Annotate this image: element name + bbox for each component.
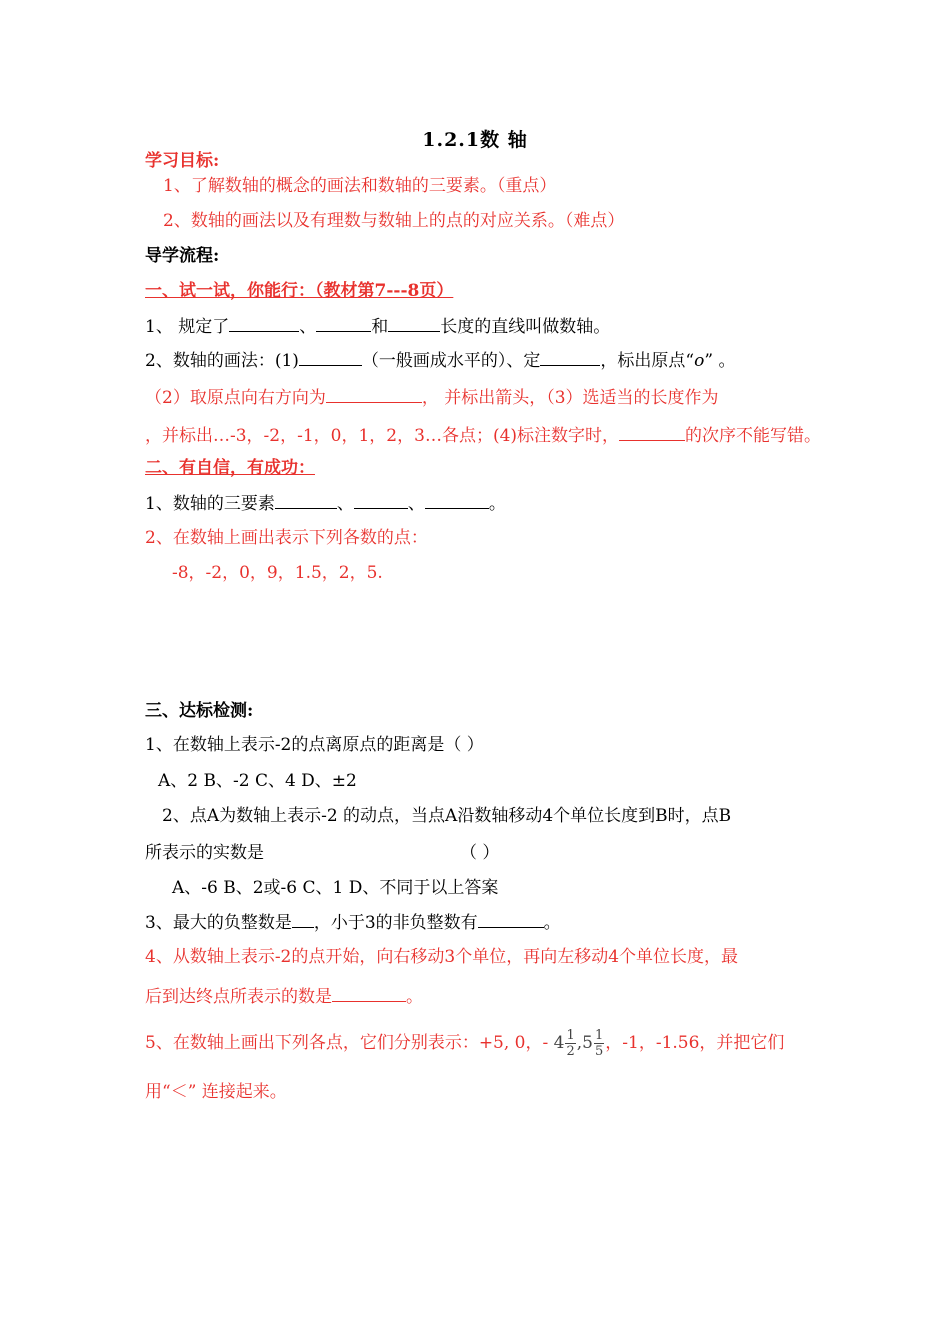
s1q1-mid: 和 bbox=[371, 317, 389, 337]
fraction-numerator: 1 bbox=[566, 1028, 575, 1043]
answer-blank[interactable] bbox=[326, 386, 422, 403]
answer-blank[interactable] bbox=[292, 911, 314, 928]
section3-q1-options: A、2 B、-2 C、4 D、±2 bbox=[158, 771, 357, 791]
s3q3-mid: ，小于3的非负整数有 bbox=[313, 913, 478, 933]
section2-numbers: -8，-2，0，9，1.5，2，5. bbox=[172, 563, 383, 583]
s1q2-prefix: 2、数轴的画法：(1) bbox=[145, 351, 299, 371]
flow-heading: 导学流程: bbox=[145, 246, 220, 266]
s3q3-suffix: 。 bbox=[543, 913, 561, 933]
section3-question-2b bbox=[145, 842, 500, 864]
mixed-number-whole: 5 bbox=[582, 1033, 593, 1053]
s2q1-sep1: 、 bbox=[336, 494, 354, 514]
objective-1: 1、了解数轴的概念的画法和数轴的三要素。（重点） bbox=[163, 176, 557, 196]
answer-blank[interactable] bbox=[540, 349, 600, 366]
answer-blank[interactable] bbox=[299, 349, 362, 366]
fraction bbox=[565, 1028, 575, 1059]
s1q2c-suffix: 的次序不能写错。 bbox=[685, 426, 822, 446]
s3q2b-text: 所表示的实数是 bbox=[145, 843, 264, 863]
s1q2c-prefix: ，并标出…-3，-2，-1，0，1，2，3…各点；(4)标注数字时， bbox=[145, 426, 620, 446]
answer-blank[interactable] bbox=[354, 492, 408, 509]
s1q1-sep: 、 bbox=[299, 317, 317, 337]
section1-question-2b bbox=[145, 386, 719, 409]
section3-question-1: 1、在数轴上表示-2的点离原点的距离是（ ） bbox=[145, 735, 484, 755]
answer-blank[interactable] bbox=[619, 424, 685, 441]
answer-blank[interactable] bbox=[275, 492, 337, 509]
s1q2-mid1: （一般画成水平的）、定 bbox=[361, 351, 541, 371]
section2-heading: 二、有自信，有成功： bbox=[145, 458, 315, 478]
s3q4b-suffix: 。 bbox=[406, 987, 423, 1007]
section2-question-1 bbox=[145, 492, 506, 515]
answer-blank[interactable] bbox=[316, 315, 371, 332]
section2-question-2: 2、在数轴上画出表示下列各数的点： bbox=[145, 528, 428, 548]
s1q1-suffix: 长度的直线叫做数轴。 bbox=[440, 317, 611, 337]
section3-q2-options: A、-6 B、2或-6 C、1 D、不同于以上答案 bbox=[172, 878, 499, 898]
s2q1-sep2: 、 bbox=[407, 494, 425, 514]
answer-blank[interactable] bbox=[229, 315, 299, 332]
answer-blank[interactable] bbox=[425, 492, 489, 509]
section3-question-5 bbox=[145, 1028, 784, 1059]
objective-2: 2、数轴的画法以及有理数与数轴上的点的对应关系。（难点） bbox=[163, 211, 625, 231]
s2q1-prefix: 1、数轴的三要素 bbox=[145, 494, 275, 514]
s1q1-prefix: 1、 规定了 bbox=[145, 317, 230, 337]
section3-question-2: 2、点A为数轴上表示-2 的动点，当点A沿数轴移动4个单位长度到B时，点B bbox=[162, 806, 732, 826]
answer-paren: （ ） bbox=[460, 843, 500, 863]
section1-question-2c bbox=[145, 424, 821, 447]
s3q3-prefix: 3、最大的负整数是 bbox=[145, 913, 292, 933]
section3-question-5b: 用“＜” 连接起来。 bbox=[145, 1082, 287, 1102]
objectives-heading: 学习目标: bbox=[145, 151, 220, 171]
fraction-numerator: 1 bbox=[595, 1028, 604, 1043]
answer-blank[interactable] bbox=[478, 911, 544, 928]
s3q4b-prefix: 后到达终点所表示的数是 bbox=[145, 987, 332, 1007]
fraction-denominator: 5 bbox=[595, 1044, 604, 1059]
s1q2b-suffix: ， 并标出箭头，（3）选适当的长度作为 bbox=[421, 388, 719, 408]
section3-question-4: 4、从数轴上表示-2的点开始，向右移动3个单位，再向左移动4个单位长度，最 bbox=[145, 947, 739, 967]
s3q5-prefix: 5、在数轴上画出下列各点，它们分别表示：+5, 0，- bbox=[145, 1033, 549, 1053]
s1q2b-prefix: （2）取原点向右方向为 bbox=[145, 388, 326, 408]
section1-question-2 bbox=[145, 349, 735, 372]
s2q1-suffix: 。 bbox=[488, 494, 506, 514]
section3-question-4b bbox=[145, 985, 423, 1008]
s3q5-suffix: ，-1，-1.56，并把它们 bbox=[605, 1033, 785, 1053]
answer-blank[interactable] bbox=[332, 985, 406, 1002]
s1q2-mid2: ，标出原点“ bbox=[600, 351, 695, 371]
answer-blank[interactable] bbox=[388, 315, 440, 332]
section3-question-3 bbox=[145, 911, 561, 934]
fraction-denominator: 2 bbox=[566, 1044, 575, 1059]
page-title: 1.2.1数 轴 bbox=[422, 129, 528, 151]
mixed-number-whole: 4 bbox=[553, 1033, 565, 1053]
origin-symbol: o bbox=[694, 351, 705, 371]
section1-question-1 bbox=[145, 315, 610, 338]
s1q2-end: ” 。 bbox=[704, 351, 736, 371]
fraction bbox=[594, 1028, 604, 1059]
section1-heading: 一、试一试，你能行：（教材第7---8页） bbox=[145, 281, 454, 301]
section3-heading: 三、达标检测: bbox=[145, 701, 254, 721]
comma: , bbox=[576, 1033, 583, 1053]
